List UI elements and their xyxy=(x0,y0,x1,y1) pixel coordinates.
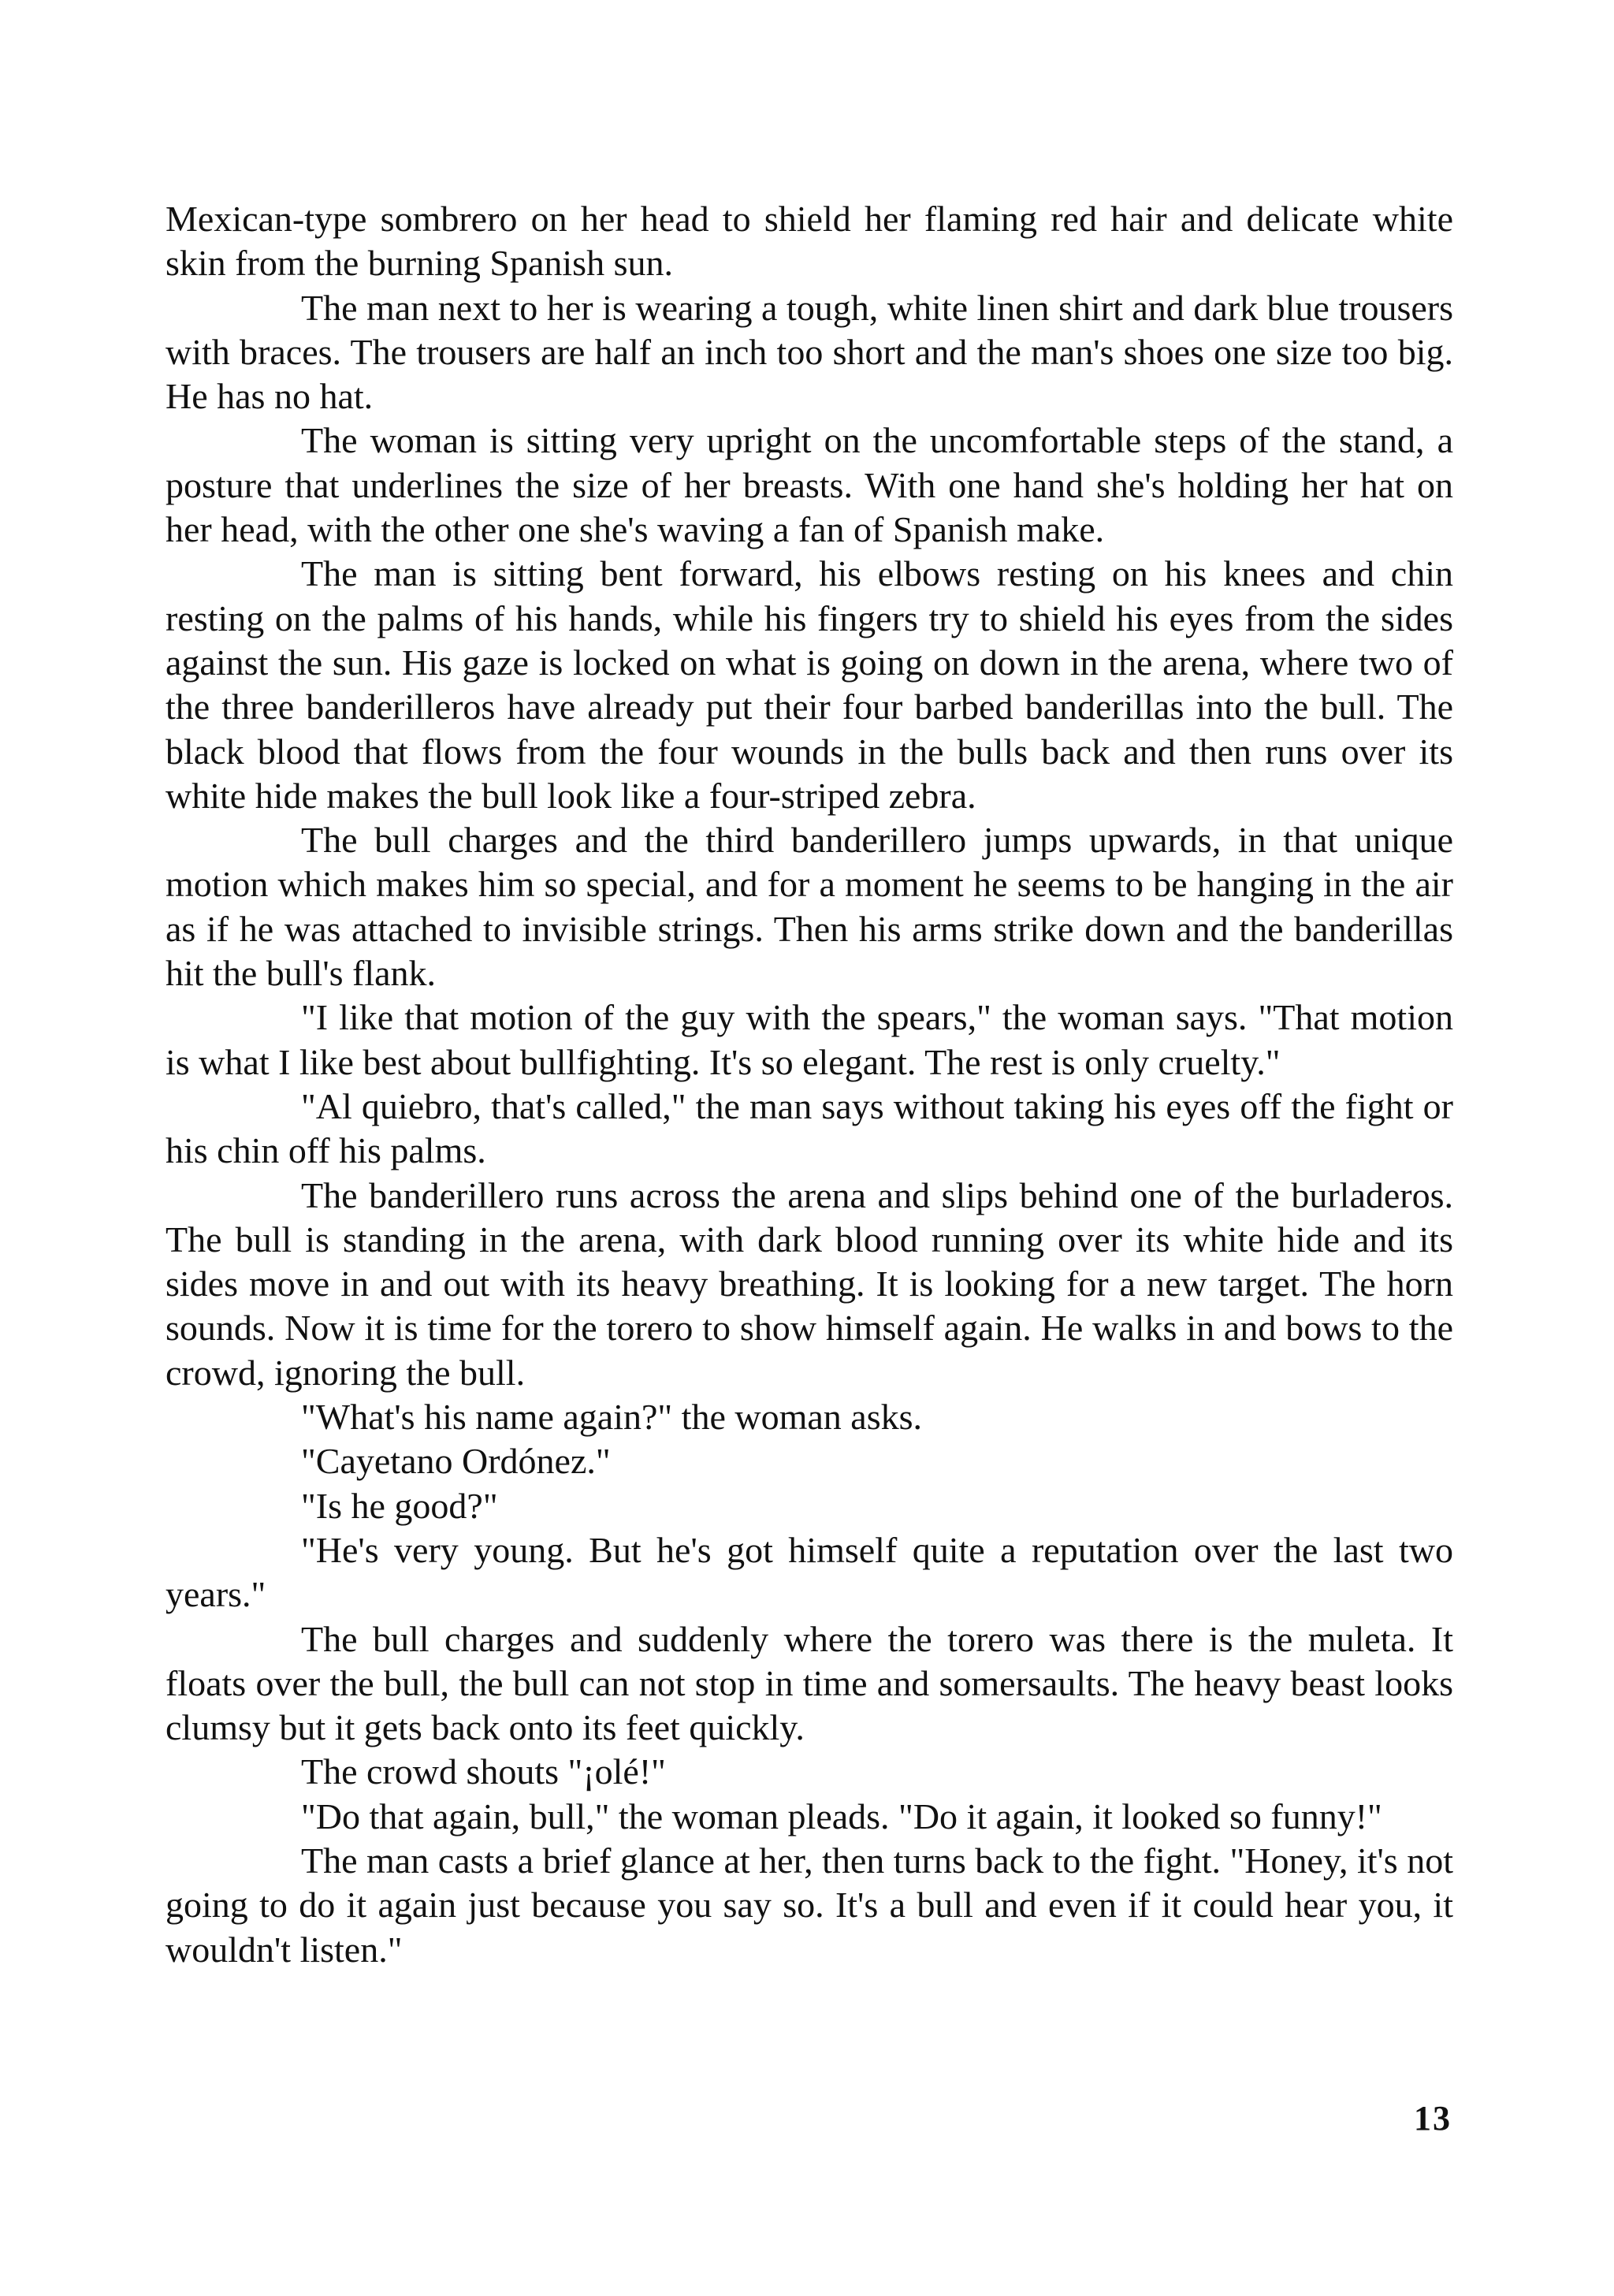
paragraph: "Al quiebro, that's called," the man says without taking his eyes off the fight or his chin off his palms. xyxy=(165,1085,1453,1171)
paragraph: The man casts a brief glance at her, then turns back to the fight. "Honey, it's not going to do it again just because you say so. It's a bull and even if it could hear you, it wouldn't listen." xyxy=(165,1840,1453,1970)
paragraph: "Do that again, bull," the woman pleads. "Do it again, it looked so funny!" xyxy=(301,1795,1382,1836)
paragraph: "What's his name again?" the woman asks. xyxy=(301,1397,923,1438)
paragraph: "Cayetano Ordónez." xyxy=(301,1441,611,1482)
paragraph: "He's very young. But he's got himself quite a reputation over the last two years." xyxy=(165,1529,1453,1615)
paragraph: The banderillero runs across the arena and slips behind one of the burladeros. The bull is standing in the arena, with dark blood running over its white hide and its sides move in and out with its heavy breathing. It is looking for a new target. The horn sounds. Now it is time for the torero to show himself again. He walks in and bows to the crowd, ignoring the bull. xyxy=(165,1174,1453,1393)
paragraph: The bull charges and the third banderillero jumps upwards, in that unique motion which makes him so special, and for a moment he seems to be hanging in the air as if he was attached to invisible strings. Then his arms strike down and the banderillas hit the bull's flank. xyxy=(165,820,1453,994)
paragraph: The man is sitting bent forward, his elbows resting on his knees and chin resting on the palms of his hands, while his fingers try to shield his eyes from the sides against the sun. His gaze is locked on what is going on down in the arena, where two of the three banderilleros have already put their four barbed banderillas into the bull. The black blood that flows from the four wounds in the bulls back and then runs over its white hide makes the bull look like a four-striped zebra. xyxy=(165,553,1453,816)
paragraph: Mexican-type sombrero on her head to shield her flaming red hair and delicate white skin from the burning Spanish sun. xyxy=(165,199,1453,284)
body-text xyxy=(165,197,1453,1972)
page-number: 13 xyxy=(1414,2099,1452,2138)
paragraph: The crowd shouts "¡olé!" xyxy=(301,1751,666,1792)
paragraph: The man next to her is wearing a tough, white linen shirt and dark blue trousers with braces. The trousers are half an inch too short and the man's shoes one size too big. He has no hat. xyxy=(165,287,1453,417)
paragraph: The woman is sitting very upright on the uncomfortable steps of the stand, a posture that underlines the size of her breasts. With one hand she's holding her hat on her head, with the other one she's waving a fan of Spanish make. xyxy=(165,420,1453,550)
paragraph: "Is he good?" xyxy=(301,1485,498,1526)
paragraph: "I like that motion of the guy with the spears," the woman says. "That motion is what I like best about bullfighting. It's so elegant. The rest is only cruelty." xyxy=(165,997,1453,1082)
paragraph: The bull charges and suddenly where the torero was there is the muleta. It floats over the bull, the bull can not stop in time and somersaults. The heavy beast looks clumsy but it gets back onto its feet quickly. xyxy=(165,1618,1453,1748)
